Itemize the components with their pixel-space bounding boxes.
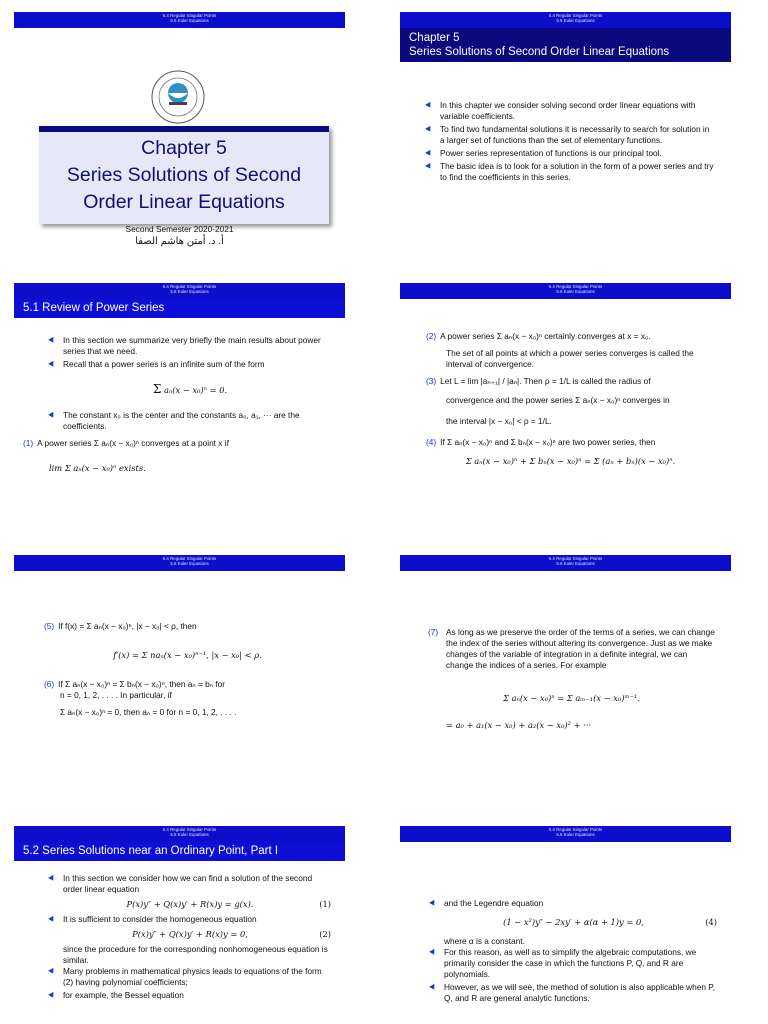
item-7 (428, 627, 715, 671)
header-line: 5.4 Regular Singular Points (162, 827, 217, 832)
item-6-detail: n = 0, 1, 2, . . . . In particular, if (60, 690, 172, 700)
slide-header (400, 555, 731, 571)
paragraph: since the procedure for the corresponding nonhomogeneous equation is similar. (63, 944, 328, 965)
slide-ordinary-point (14, 826, 345, 1024)
slide-legendre (400, 826, 731, 1024)
item-number: (6) (44, 679, 55, 689)
slide-derivatives (14, 555, 345, 805)
bullet-item: Power series representation of functions is our principal tool. (426, 148, 715, 159)
bullet-item: To find two fundamental solutions it is necessarily to search for solution in a larger set of functions than the set of elementary functions. (426, 124, 715, 146)
limit-expression: lim Σ aₙ(x − x₀)ⁿ exists. (49, 463, 146, 473)
slide-header (14, 283, 345, 299)
bullet-item: In this section we summarize very briefly the main results about power series that we need. (49, 335, 331, 357)
bullet-item: Recall that a power series is an infinite sum of the form (49, 359, 331, 370)
chapter-line: Order Linear Equations (83, 191, 285, 213)
header-line: 5.4 Regular Singular Points (548, 13, 603, 18)
item-3 (426, 376, 715, 387)
item-text: If Σ aₙ(x − x₀)ⁿ = Σ bₙ(x − x₀)ⁿ, then aₙ = bₙ for (58, 679, 226, 689)
slide-content (430, 898, 717, 1006)
item-3-detail: convergence and the power series Σ aₙ(x − x₀)ⁿ converges in (446, 395, 670, 405)
slide-convergence (400, 283, 731, 533)
slide-content (23, 335, 331, 474)
item-3-interval: the interval |x − x₀| < ρ = 1/L. (446, 416, 552, 426)
equation (49, 899, 331, 910)
item-2 (426, 331, 715, 342)
bullet-item: The constant x₀ is the center and the constants a₀, a₁, ··· are the coefficients. (49, 410, 331, 432)
header-line: 5.5 Euler Equations (170, 561, 209, 567)
item-4 (426, 437, 715, 448)
item-6-particular: Σ aₙ(x − x₀)ⁿ = 0, then aₙ = 0 for n = 0, 1, 2, . . . . (60, 707, 237, 717)
item-number: (3) (426, 376, 437, 386)
slide-header (14, 555, 345, 571)
equation-text: P(x)y″ + Q(x)y′ + R(x)y = 0, (132, 929, 248, 939)
equation-text: P(x)y″ + Q(x)y′ + R(x)y = g(x). (126, 899, 254, 909)
bullet-item: and the Legendre equation (430, 898, 717, 909)
bullet-item: for example, the Bessel equation (49, 990, 331, 1001)
item-text: As long as we preserve the order of the terms of a series, we can change the index of the series without altering its convergence. Just as we make changes of the variable of integration in a definite integral, we can change the indices of a series. For example (446, 627, 715, 670)
bullet-item: In this chapter we consider solving second order linear equations with variable coefficients. (426, 100, 715, 122)
equation (430, 917, 717, 928)
equation: f′(x) = Σ naₙ(x − x₀)ⁿ⁻¹, |x − x₀| < ρ. (113, 650, 262, 660)
equation-text: (1 − x²)y″ − 2xy′ + α(α + 1)y = 0, (503, 917, 644, 927)
slide-title-bar: 5.1 Review of Power Series (14, 299, 345, 318)
equation-number: (1) (319, 899, 331, 909)
bullet-item: In this section we consider how we can find a solution of the second order linear equation (49, 873, 331, 895)
bullet-item: Many problems in mathematical physics leads to equations of the form (2) having polynomial coefficients; (49, 966, 331, 988)
header-line: 5.5 Euler Equations (556, 18, 595, 24)
item-1 (23, 438, 331, 449)
item-text: A power series Σ aₙ(x − x₀)ⁿ certainly converges at x = x₀. (440, 331, 651, 341)
equation-expansion: = a₀ + a₁(x − x₀) + a₂(x − x₀)² + ··· (446, 720, 592, 730)
bullet-item: For this reason, as well as to simplify the algebraic computations, we primarily consider the case in which the functions P, Q, and R are polynomials. (430, 947, 717, 980)
title-line: Series Solutions of Second Order Linear Equations (409, 46, 670, 58)
item-number: (2) (426, 331, 437, 341)
slide-header (400, 826, 731, 842)
equation: Σ aₙ(x − x₀)ⁿ + Σ bₙ(x − x₀)ⁿ = Σ (aₙ + bₙ)(x − x₀)ⁿ. (465, 456, 676, 466)
slide-power-series (14, 283, 345, 533)
slide-chapter (400, 12, 731, 262)
header-line: 5.4 Regular Singular Points (162, 556, 217, 561)
item-2-detail: The set of all points at which a power series converges is called the interval of convergence. (446, 348, 694, 369)
slide-header (14, 12, 345, 28)
bullet-item: However, as we will see, the method of solution is also applicable when P, Q, and R are general analytic functions. (430, 982, 717, 1004)
item-text: If Σ aₙ(x − x₀)ⁿ and Σ bₙ(x − x₀)ⁿ are two power series, then (440, 437, 656, 447)
header-line: 5.4 Regular Singular Points (548, 556, 603, 561)
header-line: 5.5 Euler Equations (556, 832, 595, 838)
item-number: (1) (23, 438, 34, 448)
bullet-item: The basic idea is to look for a solution in the form of a power series and try to find the coefficients in this series. (426, 161, 715, 183)
item-6 (44, 679, 331, 690)
item-number: (5) (44, 621, 55, 631)
header-line: 5.4 Regular Singular Points (548, 284, 603, 289)
slide-content (426, 331, 715, 473)
equation (49, 929, 331, 940)
chapter-line: Series Solutions of Second (66, 164, 302, 186)
paragraph: where α is a constant. (444, 936, 525, 946)
header-line: 5.5 Euler Equations (556, 561, 595, 567)
semester: Second Semester 2020-2021 (125, 224, 234, 234)
equation-text: aₙ(x − x₀)ⁿ = 0. (163, 385, 228, 395)
slide-header (400, 283, 731, 299)
slide-content (44, 621, 331, 718)
header-line: 5.5 Euler Equations (170, 18, 209, 24)
header-line: 5.4 Regular Singular Points (162, 13, 217, 18)
header-line: 5.5 Euler Equations (556, 289, 595, 295)
slide-index-shift (400, 555, 731, 805)
equation: Σ aₙ(x − x₀)ⁿ = 0. (152, 382, 228, 396)
slide-title-bar: 5.2 Series Solutions near an Ordinary Point, Part I (14, 842, 345, 861)
header-line: 5.5 Euler Equations (170, 289, 209, 295)
header-line: 5.4 Regular Singular Points (162, 284, 217, 289)
title-line: Chapter 5 (409, 32, 460, 44)
item-5 (44, 621, 331, 632)
chapter-line: Chapter 5 (141, 137, 227, 159)
item-text: Let L = lim |aₙ₊₁| / |aₙ|. Then ρ = 1/L is called the radius of (440, 376, 651, 386)
slide-header (400, 12, 731, 28)
bullet-item: It is sufficient to consider the homogeneous equation (49, 914, 331, 925)
item-text: A power series Σ aₙ(x − x₀)ⁿ converges at a point x if (37, 438, 229, 448)
equation-number: (4) (705, 917, 717, 927)
equation-number: (2) (319, 929, 331, 939)
header-line: 5.4 Regular Singular Points (548, 827, 603, 832)
university-logo (147, 69, 209, 125)
slide-content (49, 873, 331, 1003)
slide-title-bar (400, 28, 731, 62)
header-line: 5.5 Euler Equations (170, 832, 209, 838)
equation: Σ aₙ(x − x₀)ⁿ = Σ aₘ₋₁(x − x₀)ᵐ⁻¹. (503, 693, 640, 703)
item-text: If f(x) = Σ aₙ(x − x₀)ⁿ, |x − x₀| < ρ, then (58, 621, 197, 631)
slide-header (14, 826, 345, 842)
chapter-box (39, 126, 329, 224)
slide-content (426, 100, 715, 185)
slide-title (14, 12, 345, 262)
item-number: (7) (428, 627, 439, 637)
slide-content (428, 627, 715, 731)
author: أ. د. أمتن هاشم الصفا (135, 236, 224, 247)
item-number: (4) (426, 437, 437, 447)
